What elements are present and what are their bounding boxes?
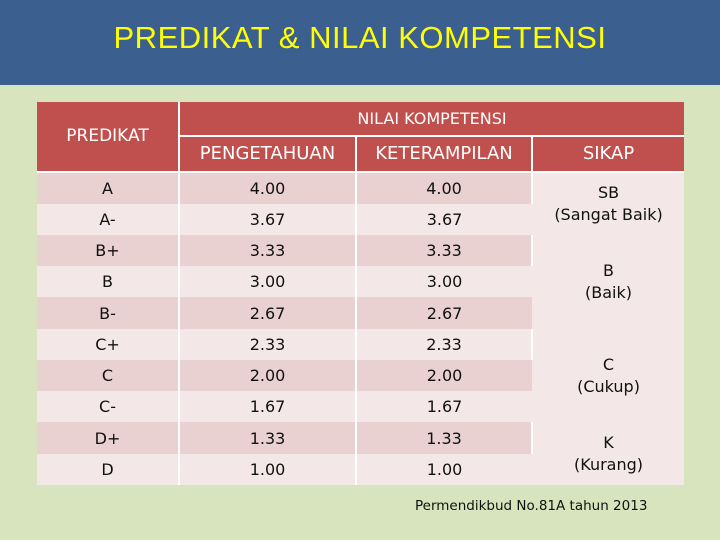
sikap-header: SIKAP bbox=[532, 136, 684, 171]
keterampilan-cell: 3.00 bbox=[356, 266, 532, 297]
pengetahuan-cell: 2.67 bbox=[179, 297, 356, 328]
pengetahuan-cell: 3.67 bbox=[179, 204, 356, 235]
keterampilan-cell: 2.33 bbox=[356, 329, 532, 360]
sikap-code: SB bbox=[597, 183, 620, 203]
sikap-label: (Sangat Baik) bbox=[554, 204, 663, 224]
sikap-cell-b bbox=[532, 235, 684, 329]
predikat-cell: A- bbox=[37, 204, 179, 235]
keterampilan-cell: 1.33 bbox=[356, 422, 532, 453]
predikat-cell: B bbox=[37, 266, 179, 297]
pengetahuan-cell: 1.33 bbox=[179, 422, 356, 453]
table-row bbox=[37, 422, 684, 453]
predikat-cell: C+ bbox=[37, 329, 179, 360]
slide-title: PREDIKAT & NILAI KOMPETENSI bbox=[113, 20, 607, 55]
header-row-top bbox=[37, 102, 684, 136]
sikap-cell-k bbox=[532, 422, 684, 485]
pengetahuan-cell: 1.00 bbox=[179, 454, 356, 485]
sikap-code: C bbox=[602, 354, 615, 374]
pengetahuan-cell: 3.00 bbox=[179, 266, 356, 297]
predikat-cell: B+ bbox=[37, 235, 179, 266]
sikap-code: K bbox=[603, 433, 614, 453]
keterampilan-cell: 3.67 bbox=[356, 204, 532, 235]
pengetahuan-cell: 2.00 bbox=[179, 360, 356, 391]
predikat-cell: D+ bbox=[37, 422, 179, 453]
table-row bbox=[37, 329, 684, 360]
keterampilan-cell: 4.00 bbox=[356, 172, 532, 204]
predikat-cell: A bbox=[37, 172, 179, 204]
predikat-cell: C- bbox=[37, 391, 179, 422]
source-footnote: Permendikbud No.81A tahun 2013 bbox=[415, 498, 648, 514]
pengetahuan-cell: 4.00 bbox=[179, 172, 356, 204]
keterampilan-header: KETERAMPILAN bbox=[356, 136, 532, 171]
pengetahuan-cell: 2.33 bbox=[179, 329, 356, 360]
sikap-cell-sb bbox=[532, 172, 684, 235]
keterampilan-cell: 1.00 bbox=[356, 454, 532, 485]
table-row bbox=[37, 235, 684, 266]
predikat-cell: B- bbox=[37, 297, 179, 328]
table-row bbox=[37, 172, 684, 204]
predikat-cell: D bbox=[37, 454, 179, 485]
pengetahuan-header: PENGETAHUAN bbox=[179, 136, 356, 171]
keterampilan-cell: 1.67 bbox=[356, 391, 532, 422]
sikap-code: B bbox=[603, 261, 614, 281]
sikap-label: (Baik) bbox=[585, 282, 632, 302]
predikat-cell: C bbox=[37, 360, 179, 391]
sikap-cell-c bbox=[532, 329, 684, 423]
pengetahuan-cell: 1.67 bbox=[179, 391, 356, 422]
sikap-label: (Cukup) bbox=[577, 376, 640, 396]
pengetahuan-cell: 3.33 bbox=[179, 235, 356, 266]
nilai-kompetensi-header: NILAI KOMPETENSI bbox=[179, 102, 684, 136]
sikap-label: (Kurang) bbox=[574, 454, 644, 474]
predikat-header: PREDIKAT bbox=[37, 102, 179, 172]
keterampilan-cell: 2.67 bbox=[356, 297, 532, 328]
keterampilan-cell: 3.33 bbox=[356, 235, 532, 266]
keterampilan-cell: 2.00 bbox=[356, 360, 532, 391]
grade-table bbox=[37, 102, 684, 485]
